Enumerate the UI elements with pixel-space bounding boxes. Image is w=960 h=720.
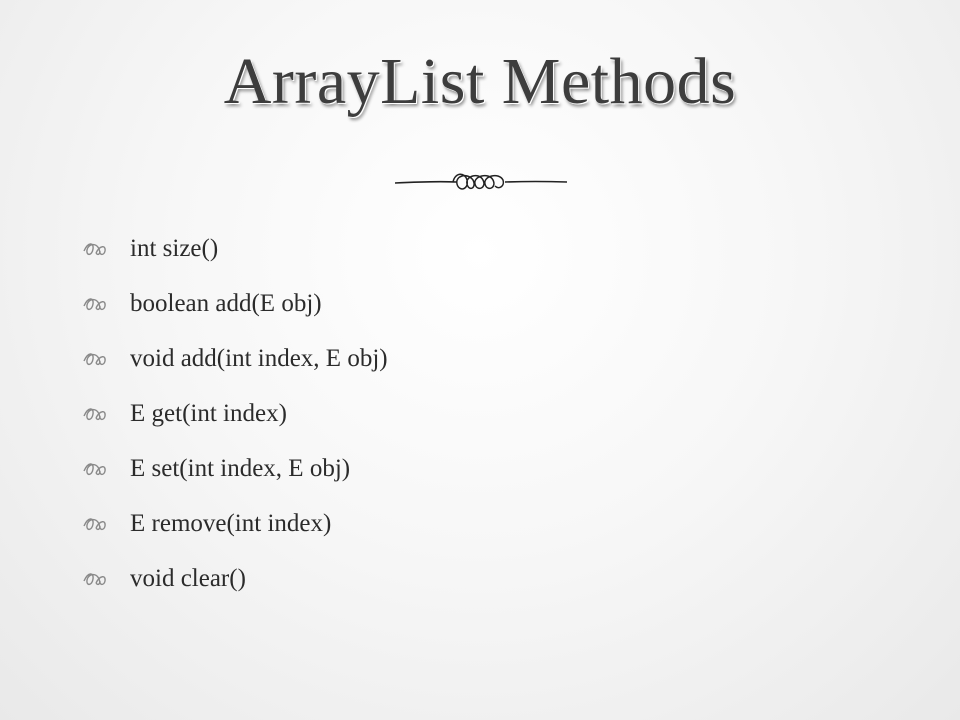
method-signature: E remove(int index) (130, 510, 332, 537)
script-bullet-icon (82, 569, 130, 589)
script-bullet-icon (82, 239, 130, 259)
script-bullet-icon (82, 294, 130, 314)
method-signature: void add(int index, E obj) (130, 345, 388, 372)
method-signature: E set(int index, E obj) (130, 455, 351, 482)
list-item (82, 395, 388, 432)
list-item (82, 285, 388, 322)
method-signature: int size() (130, 235, 219, 262)
script-bullet-icon (82, 349, 130, 369)
list-item (82, 230, 388, 267)
method-list (82, 230, 388, 615)
method-signature: E get(int index) (130, 400, 287, 427)
list-item (82, 340, 388, 377)
list-item (82, 560, 388, 597)
list-item (82, 505, 388, 542)
flourish-divider-icon (395, 166, 567, 198)
slide-title: ArrayList Methods (223, 45, 737, 118)
script-bullet-icon (82, 404, 130, 424)
method-signature: void clear() (130, 565, 246, 592)
list-item (82, 450, 388, 487)
method-signature: boolean add(E obj) (130, 290, 322, 317)
script-bullet-icon (82, 514, 130, 534)
script-bullet-icon (82, 459, 130, 479)
